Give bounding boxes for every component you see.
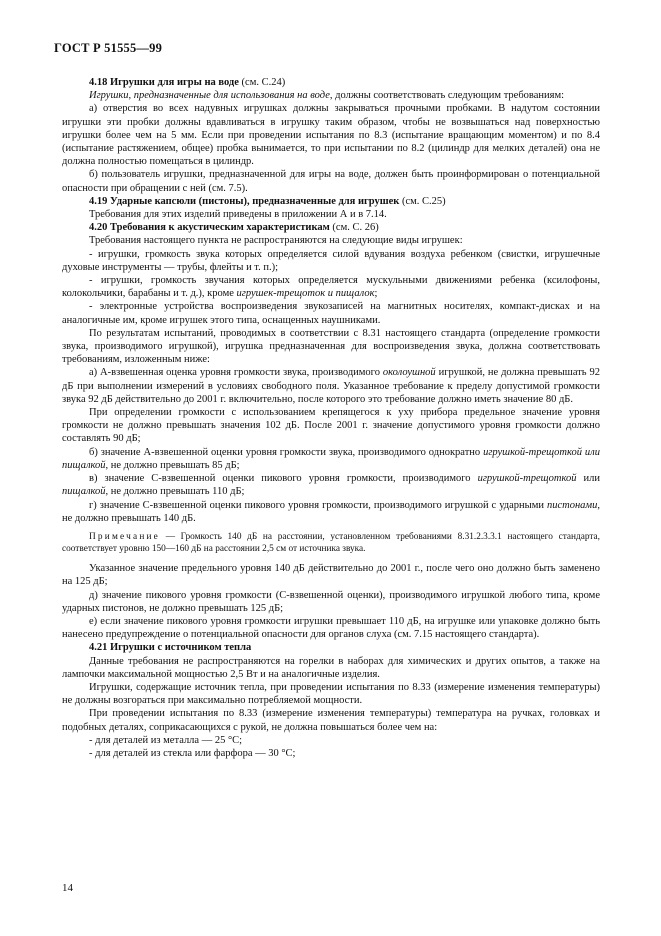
section-title: Требования к акустическим характеристикам	[110, 222, 330, 234]
list-item-g	[62, 499, 600, 525]
section-title: Игрушки для игры на воде	[110, 77, 239, 88]
section-ref: (см. С. 26)	[332, 222, 379, 234]
text: , не должно превышать 85 дБ;	[105, 459, 240, 471]
italic-text: игрушкой-трещоткой	[477, 473, 577, 485]
paragraph: Требования настоящего пункта не распространяются на следующие виды игрушек:	[89, 235, 463, 247]
text: ;	[374, 288, 378, 300]
text: - игрушки, громкость звучания которых определяется мускульными движениями ребенка (ксилофоны, колокольчики, барабаны и т. д.), кроме	[62, 275, 600, 300]
text: в) значение С-взвешенной оценки пикового уровня громкости, производимого	[89, 473, 478, 485]
italic-text: пистонами	[546, 499, 598, 511]
dash-item: - игрушки, громкость звука которых определяется силой вдувания воздуха ребенком (свистки, игрушечные духовые инструменты — трубы, флейты и т. п.);	[62, 248, 600, 273]
note-label: Примечание	[89, 531, 160, 542]
list-item-v	[62, 472, 600, 498]
italic-text: игрушкой-трещоткой или пищалкой	[62, 446, 600, 471]
list-item-b	[62, 446, 600, 472]
text: или	[576, 473, 600, 485]
italic-text: околоушной	[382, 367, 436, 379]
text: б) значение А-взвешенной оценки уровня громкости звука, производимого однократно	[89, 446, 484, 458]
paragraph: Указанное значение предельного уровня 140 дБ действительно до 2001 г., после чего оно должно быть заменено на 125 дБ;	[62, 563, 600, 588]
text: а) А-взвешенная оценка уровня громкости звука, производимого	[89, 367, 383, 379]
page-header: ГОСТ Р 51555—99	[54, 41, 163, 55]
section-4-21-heading	[62, 641, 600, 654]
text: г) значение С-взвешенной оценки пикового уровня громкости, производимого игрушкой с ударными	[89, 499, 547, 511]
dash-item	[62, 274, 600, 300]
paragraph: По результатам испытаний, проводимых в соответствии с 8.31 настоящего стандарта (определение громкости звука, производимого игрушкой), игрушка предназначенная для воспроизведения звука, должна соответствовать требованиям, изложенным ниже:	[62, 327, 600, 366]
list-item-b: б) пользователь игрушки, предназначенной для игры на воде, должен быть проинформирован о потенциальной опасности при обращении с ней (см. 7.5).	[62, 169, 600, 194]
paragraph: При проведении испытания по 8.33 (измерение изменения температуры) температура на ручках, головках и подобных деталях, соприкасающихся с рукой, не должна повышаться более чем на:	[62, 708, 600, 733]
section-number: 4.19	[89, 195, 108, 207]
section-title: Ударные капсюли (пистоны), предназначенные для игрушек	[110, 195, 400, 207]
page-number: 14	[62, 882, 73, 894]
paragraph: Требования для этих изделий приведены в приложении А и в 7.14.	[89, 209, 387, 221]
paragraph	[62, 89, 600, 102]
italic-text: пищалкой	[62, 486, 106, 498]
list-item-d: д) значение пикового уровня громкости (С-взвешенной оценки), производимого игрушкой любого типа, кроме ударных пистонов, не должно превышать 125 дБ;	[62, 589, 600, 614]
paragraph: Игрушки, содержащие источник тепла, при проведении испытания по 8.33 (измерение изменения температуры) не должны возгораться при максимально потребляемой мощности.	[62, 681, 600, 707]
list-item-e: е) если значение пикового уровня громкости игрушки превышает 110 дБ, на игрушке или упаковке должно быть нанесено предупреждение о потенциальной опасности для органов слуха (см. 7.15 настоящего стандарта).	[62, 615, 600, 641]
text: , не должно превышать 110 дБ;	[105, 486, 245, 498]
document-body	[62, 76, 600, 760]
note	[62, 532, 600, 555]
section-4-19-heading	[62, 195, 600, 208]
italic-text: игрушек-трещоток и пищалок	[236, 288, 375, 300]
note-text: — Громкость 140 дБ на расстоянии, установленном требованиями 8.31.2.3.3.1 настоящего стандарта, соответствует уровню 150—160 дБ на расстоянии 2,5 см от источника звука.	[62, 531, 600, 554]
section-4-20-heading	[62, 221, 600, 234]
section-4-18-heading	[62, 76, 600, 89]
text: игрушкой, не должна превышать 92 дБ при выполнении измерений в условиях свободного поля. Указанное требование к пределу допустимой громкости звука 92 дБ действительно до 2001 г. включительно, после которого это требование должно иметь значение 80 дБ.	[62, 367, 600, 405]
dash-item: - электронные устройства воспроизведения звукозаписей на магнитных носителях, компакт-дисках и на аналогичные им, кроме игрушек этого типа, оснащенных наушниками.	[62, 301, 600, 326]
section-ref: (см. С.25)	[401, 195, 446, 207]
text: , не должно превышать 140 дБ.	[62, 499, 600, 524]
section-title: Игрушки с источником тепла	[110, 642, 252, 654]
section-ref: (см. С.24)	[241, 77, 286, 88]
section-number: 4.21	[89, 642, 108, 654]
section-number: 4.18	[89, 77, 108, 88]
dash-item: - для деталей из стекла или фарфора — 30 °С;	[89, 747, 296, 759]
section-number: 4.20	[89, 222, 108, 234]
list-item-a	[62, 366, 600, 406]
text: , должны соответствовать следующим требованиям:	[329, 90, 565, 102]
paragraph: При определении громкости с использованием крепящегося к уху прибора предельное значение уровня громкости не должно превышать значения 102 дБ. После 2001 г. значение допустимого уровня громкости должно составлять 90 дБ;	[62, 407, 600, 445]
dash-item: - для деталей из металла — 25 °С;	[89, 734, 243, 746]
list-item-a: а) отверстия во всех надувных игрушках должны закрываться прочными пробками. В надутом состоянии игрушки эти пробки должны вдавливаться в игрушку таким образом, чтобы не возвышаться над поверхностью игрушки более чем на 5 мм. Если при проведении испытания по 8.3 (испытание вращающим моментом) и по 8.4 (испытание растяжением, общее) пробка вынимается, то при испытании по 8.2 (цилиндр для мелких деталей) она не должна полностью помещаться в цилиндр.	[62, 103, 600, 168]
italic-text: Игрушки, предназначенные для использования на воде	[89, 90, 330, 102]
paragraph: Данные требования не распространяются на горелки в наборах для химических и других опытов, а также на лампочки максимальной мощностью 2,5 Вт и на аналогичные изделия.	[62, 655, 600, 680]
